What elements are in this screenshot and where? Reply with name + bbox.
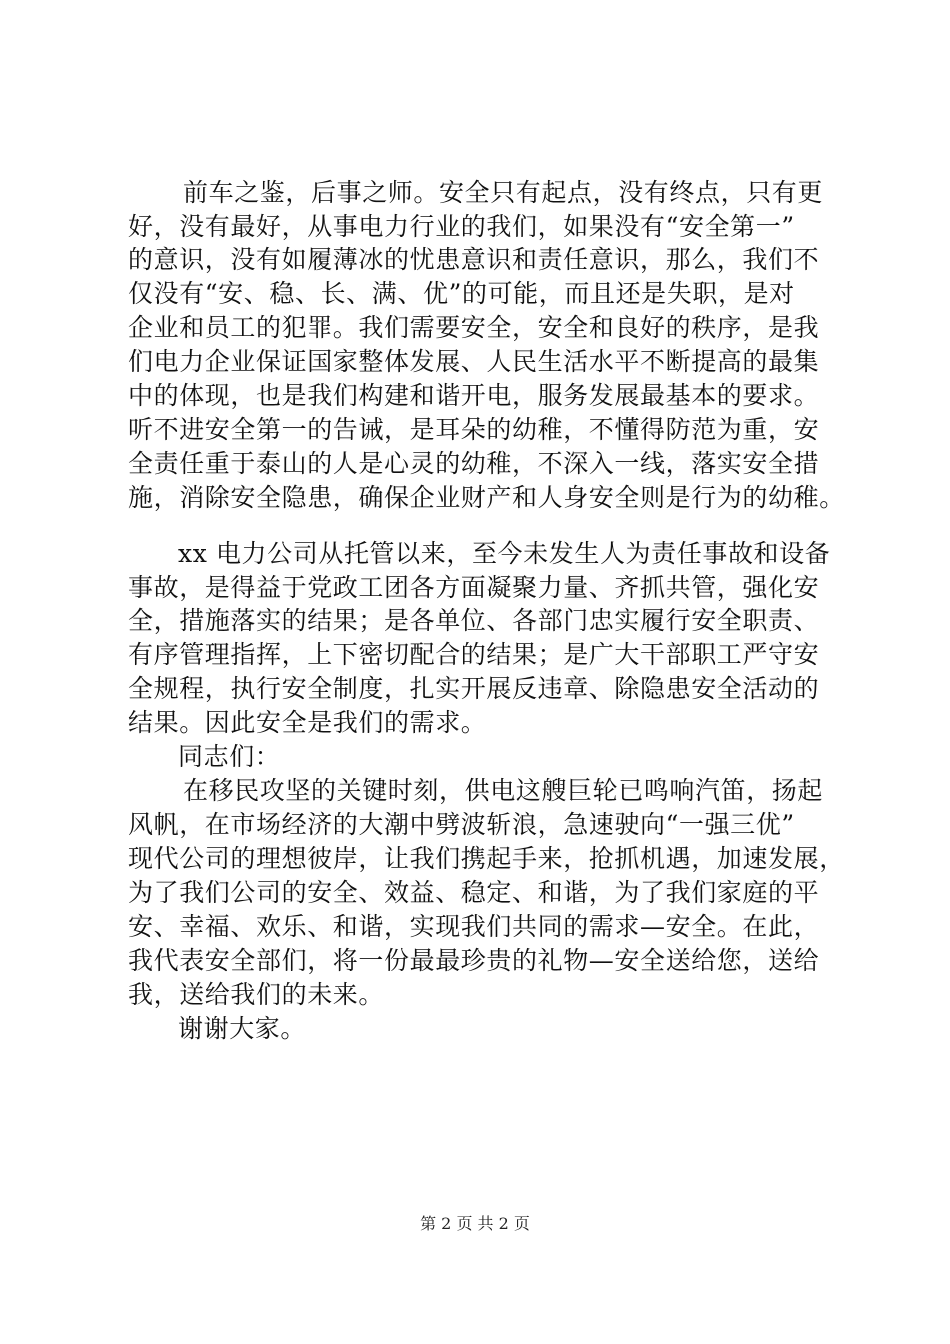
paragraph-line: 全责任重于泰山的人是心灵的幼稚，不深入一线，落实安全措 (128, 449, 820, 478)
paragraph-line: 安、幸福、欢乐、和谐，实现我们共同的需求—安全。在此， (128, 912, 820, 941)
paragraph-line: 好，没有最好，从事电力行业的我们，如果没有“安全第一” (128, 212, 795, 241)
paragraph-line: 施，消除安全隐患，确保企业财产和人身安全则是行为的幼稚。 (128, 483, 845, 512)
paragraph-line: 全规程，执行安全制度，扎实开展反违章、除隐患安全活动的 (128, 674, 820, 703)
paragraph-line: 现代公司的理想彼岸，让我们携起手来，抢抓机遇，加速发展， (128, 844, 845, 873)
salutation: 同志们： (178, 742, 281, 771)
paragraph-line: 风帆，在市场经济的大潮中劈波斩浪，急速驶向“一强三优” (128, 810, 795, 839)
paragraph-line: 仅没有“安、稳、长、满、优”的可能，而且还是失职，是对 (128, 279, 795, 308)
paragraph-line: xx 电力公司从托管以来，至今未发生人为责任事故和设备 (178, 539, 831, 568)
paragraph-line: 在移民攻坚的关键时刻，供电这艘巨轮已鸣响汽笛，扬起 (183, 776, 824, 805)
paragraph-line: 有序管理指挥，上下密切配合的结果；是广大干部职工严守安 (128, 640, 820, 669)
closing-remark: 谢谢大家。 (178, 1014, 307, 1043)
paragraph-line: 为了我们公司的安全、效益、稳定、和谐，为了我们家庭的平 (128, 878, 820, 907)
paragraph-line: 全，措施落实的结果；是各单位、各部门忠实履行安全职责、 (128, 606, 820, 635)
paragraph-line: 中的体现，也是我们构建和谐开电，服务发展最基本的要求。 (128, 381, 820, 410)
paragraph-line: 我，送给我们的未来。 (128, 980, 385, 1009)
paragraph-line: 结果。因此安全是我们的需求。 (128, 708, 487, 737)
paragraph-line: 前车之鉴，后事之师。安全只有起点，没有终点，只有更 (183, 178, 824, 207)
paragraph-line: 们电力企业保证国家整体发展、人民生活水平不断提高的最集 (128, 347, 820, 376)
paragraph-line: 事故，是得益于党政工团各方面凝聚力量、齐抓共管，强化安 (128, 573, 820, 602)
page-number-footer: 第 2 页 共 2 页 (420, 1214, 530, 1233)
paragraph-line: 的意识，没有如履薄冰的忧患意识和责任意识，那么，我们不 (128, 245, 820, 274)
paragraph-line: 我代表安全部们，将一份最最珍贵的礼物—安全送给您，送给 (128, 946, 820, 975)
paragraph-line: 听不进安全第一的告诫，是耳朵的幼稚，不懂得防范为重，安 (128, 415, 820, 444)
paragraph-line: 企业和员工的犯罪。我们需要安全，安全和良好的秩序，是我 (128, 313, 820, 342)
